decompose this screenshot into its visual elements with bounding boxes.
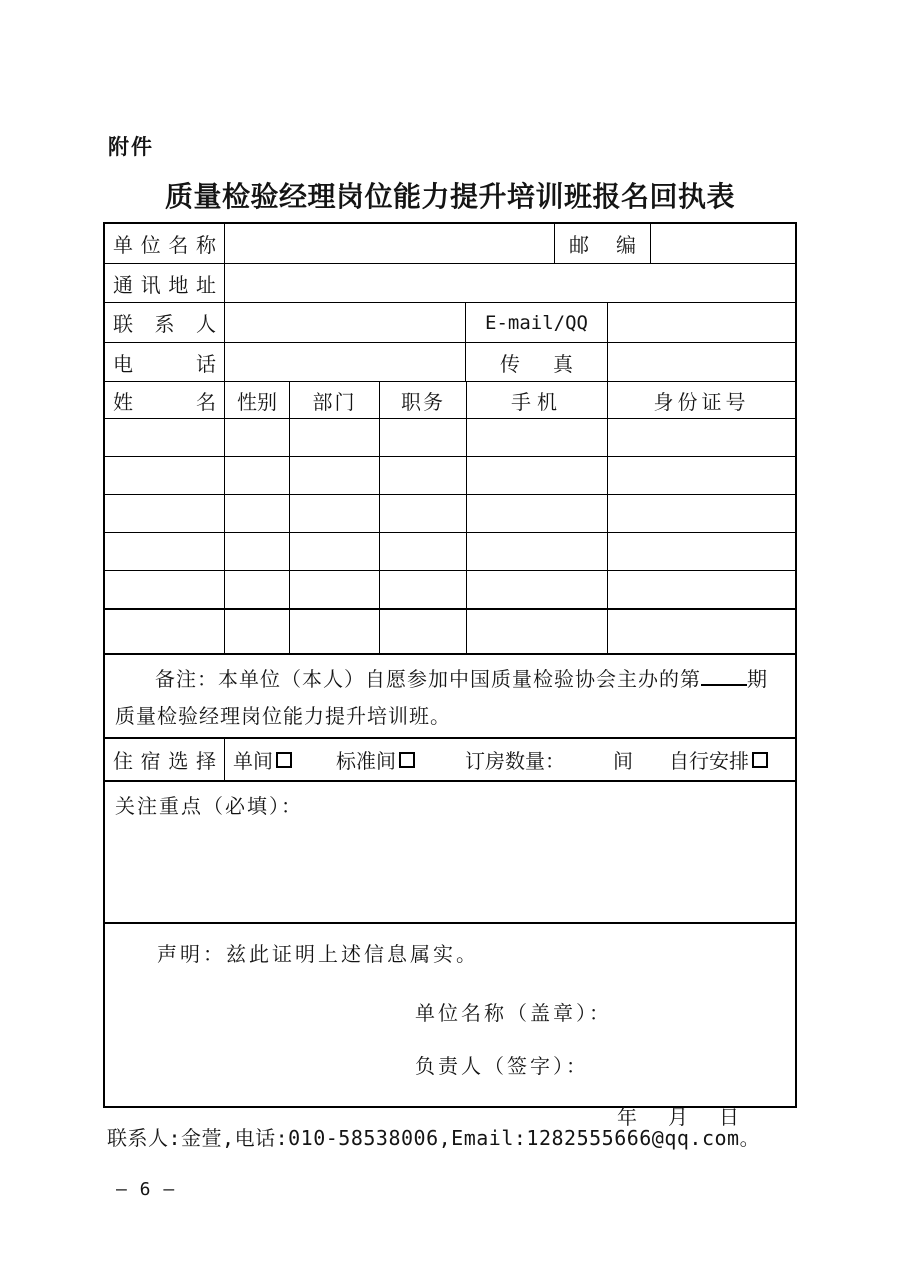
remark-line2: 质量检验经理岗位能力提升培训班。 bbox=[115, 706, 451, 728]
email-qq-label: E-mail/QQ bbox=[465, 303, 607, 342]
header-name: 姓名 bbox=[113, 391, 216, 414]
address-value-cell bbox=[224, 264, 795, 302]
empty-cell bbox=[224, 610, 289, 653]
empty-cell bbox=[607, 495, 795, 532]
blank-underline bbox=[701, 660, 747, 686]
empty-cell bbox=[466, 419, 607, 456]
booking-quantity-label: 订房数量： bbox=[465, 751, 565, 773]
header-gender: 性别 bbox=[224, 382, 289, 418]
accommodation-label: 住宿选择 bbox=[113, 751, 216, 773]
empty-cell bbox=[105, 571, 224, 608]
self-arrange-option: 自行安排 bbox=[669, 751, 749, 773]
header-mobile: 手机 bbox=[466, 382, 607, 418]
phone-label: 电话 bbox=[113, 353, 216, 376]
date-line: 年 月 日 bbox=[617, 1107, 740, 1129]
empty-cell bbox=[607, 533, 795, 570]
empty-cell bbox=[379, 571, 466, 608]
header-department: 部门 bbox=[289, 382, 379, 418]
empty-cell bbox=[105, 533, 224, 570]
empty-cell bbox=[289, 610, 379, 653]
remark-section bbox=[105, 655, 795, 737]
postal-code-value-cell bbox=[650, 224, 795, 263]
personnel-header-row bbox=[105, 381, 795, 418]
unit-seal-label: 单位名称（盖章）： bbox=[415, 1003, 612, 1025]
empty-cell bbox=[289, 457, 379, 494]
address-row bbox=[105, 263, 795, 302]
empty-cell bbox=[224, 457, 289, 494]
contact-person-label: 联系人 bbox=[113, 314, 216, 336]
attachment-label: 附件 bbox=[108, 136, 154, 159]
empty-cell bbox=[289, 533, 379, 570]
empty-cell bbox=[379, 495, 466, 532]
empty-cell bbox=[466, 457, 607, 494]
footer-contact: 联系人:金萱,电话:010-58538006,Email:1282555666@qq.com。 bbox=[107, 1126, 761, 1150]
single-room-checkbox bbox=[276, 752, 292, 768]
postal-code-label: 邮编 bbox=[554, 224, 650, 263]
fax-label: 传真 bbox=[465, 343, 607, 381]
empty-cell bbox=[105, 610, 224, 653]
empty-cell bbox=[466, 571, 607, 608]
personnel-empty-row bbox=[105, 456, 795, 494]
empty-cell bbox=[105, 419, 224, 456]
fax-value-cell bbox=[607, 343, 795, 381]
contact-person-row bbox=[105, 302, 795, 342]
phone-row bbox=[105, 342, 795, 381]
empty-cell bbox=[105, 495, 224, 532]
email-qq-value-cell bbox=[607, 303, 795, 342]
empty-cell bbox=[289, 571, 379, 608]
empty-cell bbox=[224, 419, 289, 456]
standard-room-checkbox bbox=[399, 752, 415, 768]
personnel-empty-row bbox=[105, 532, 795, 570]
quantity-unit-label: 间 bbox=[613, 751, 633, 773]
empty-cell bbox=[379, 610, 466, 653]
focus-label: 关注重点（必填）： bbox=[115, 796, 303, 818]
empty-cell bbox=[379, 533, 466, 570]
empty-cell bbox=[466, 533, 607, 570]
accommodation-options bbox=[224, 739, 795, 780]
declaration-row bbox=[105, 922, 795, 1129]
personnel-empty-row bbox=[105, 570, 795, 608]
empty-cell bbox=[105, 457, 224, 494]
empty-cell bbox=[289, 419, 379, 456]
focus-row bbox=[105, 780, 795, 922]
personnel-empty-row bbox=[105, 494, 795, 532]
declaration-statement: 声明：兹此证明上述信息属实。 bbox=[157, 944, 479, 966]
personnel-empty-row bbox=[105, 418, 795, 456]
unit-name-row bbox=[105, 224, 795, 263]
signer-label: 负责人（签字）： bbox=[415, 1056, 589, 1078]
accommodation-row bbox=[105, 737, 795, 780]
empty-cell bbox=[224, 533, 289, 570]
self-arrange-checkbox bbox=[752, 752, 768, 768]
empty-cell bbox=[466, 610, 607, 653]
unit-name-value-cell bbox=[224, 224, 554, 263]
empty-cell bbox=[607, 571, 795, 608]
empty-cell bbox=[289, 495, 379, 532]
declaration-section bbox=[105, 924, 795, 1129]
unit-name-label: 单位名称 bbox=[113, 235, 216, 257]
registration-form-table bbox=[103, 222, 797, 1129]
empty-cell bbox=[466, 495, 607, 532]
personnel-empty-row bbox=[105, 608, 795, 653]
empty-cell bbox=[224, 495, 289, 532]
header-id-number: 身份证号 bbox=[607, 382, 795, 418]
empty-cell bbox=[607, 457, 795, 494]
address-label: 通讯地址 bbox=[113, 274, 216, 297]
empty-cell bbox=[224, 571, 289, 608]
remark-line1: 备注：本单位（本人）自愿参加中国质量检验协会主办的第 期 bbox=[115, 660, 785, 699]
header-position: 职务 bbox=[379, 382, 466, 418]
empty-cell bbox=[379, 457, 466, 494]
empty-cell bbox=[379, 419, 466, 456]
empty-cell bbox=[607, 610, 795, 653]
focus-section bbox=[105, 782, 795, 922]
single-room-option: 单间 bbox=[233, 751, 273, 773]
standard-room-option: 标准间 bbox=[336, 751, 396, 773]
page-number: — 6 — bbox=[116, 1179, 176, 1200]
empty-cell bbox=[607, 419, 795, 456]
page-title: 质量检验经理岗位能力提升培训班报名回执表 bbox=[164, 181, 735, 212]
phone-value-cell bbox=[224, 343, 465, 381]
contact-person-value-cell bbox=[224, 303, 465, 342]
remark-row bbox=[105, 653, 795, 737]
